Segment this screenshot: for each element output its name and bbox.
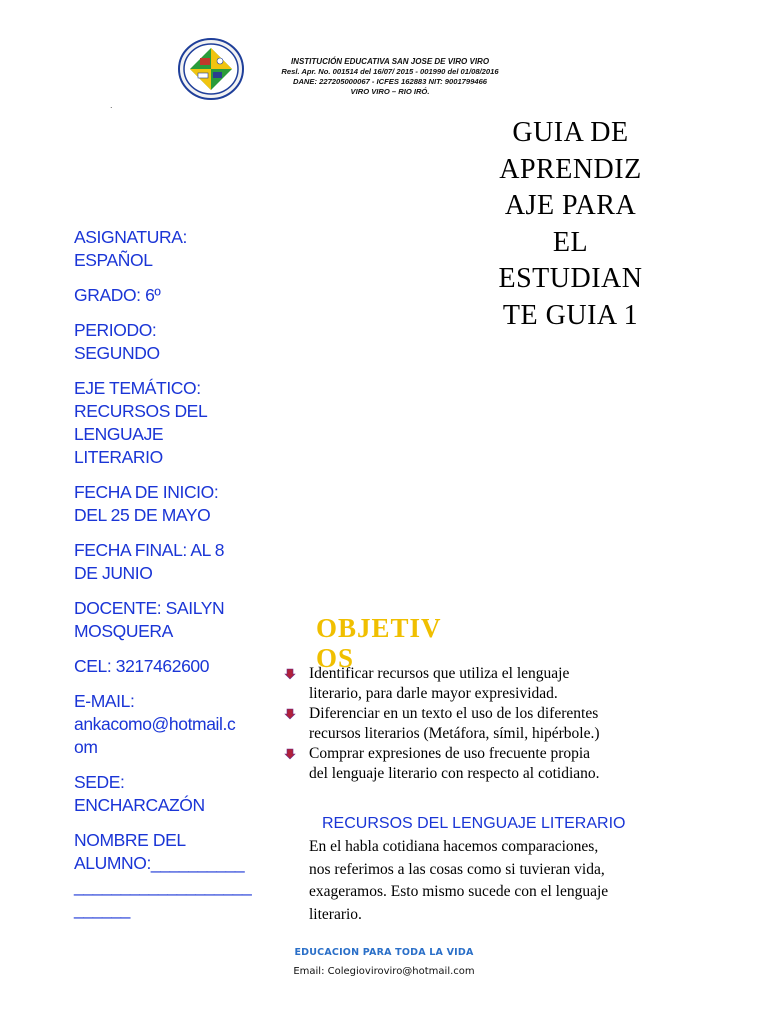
arrow-bullet-icon (284, 748, 296, 760)
field-line: NOMBRE DEL (74, 830, 186, 850)
field-line: GRADO: 6º (74, 285, 161, 305)
field-line: E-MAIL: (74, 691, 135, 711)
field-line: ALUMNO:__________ (74, 853, 245, 873)
field-line: ______ (74, 899, 130, 919)
institution-name: INSTITUCIÓN EDUCATIVA SAN JOSE DE VIRO VIRO (290, 57, 490, 66)
objective-line: del lenguaje literario con respecto al cotidiano. (309, 765, 600, 782)
field-line: PERIODO: (74, 320, 157, 340)
email-field (74, 690, 249, 759)
start-date-field (74, 481, 249, 527)
theme-field (74, 377, 249, 469)
school-seal-icon (178, 38, 244, 100)
intro-paragraph (309, 836, 658, 926)
field-line: ENCHARCAZÓN (74, 795, 205, 815)
guide-title-line: TE GUIA 1 (502, 299, 639, 331)
guide-title-line: AJE PARA (504, 190, 637, 221)
guide-title-line: GUIA DE (512, 117, 629, 148)
objectives-title-line: OBJETIV (316, 613, 442, 643)
paragraph-line: literario. (309, 905, 362, 923)
objective-line: recursos literarios (Metáfora, símil, hipérbole.) (309, 725, 600, 742)
objective-line: literario, para darle mayor expresividad. (309, 685, 558, 702)
paragraph-line: exageramos. Esto mismo sucede con el lenguaje (309, 883, 609, 900)
field-line: CEL: 3217462600 (74, 656, 210, 676)
list-item (284, 664, 660, 704)
field-line: LENGUAJE (74, 424, 164, 444)
field-line: DEL 25 DE MAYO (74, 505, 211, 525)
objectives-list (284, 664, 660, 784)
list-item (284, 704, 660, 744)
paragraph-line: En el habla cotidiana hacemos comparaciones, (309, 838, 599, 855)
section-heading: RECURSOS DEL LENGUAJE LITERARIO (322, 815, 626, 832)
arrow-bullet-icon (284, 668, 296, 680)
page-mark: . (110, 100, 113, 110)
field-line: SEGUNDO (74, 343, 160, 363)
field-line: DE JUNIO (74, 563, 153, 583)
end-date-field (74, 539, 249, 585)
arrow-bullet-icon (284, 708, 296, 720)
phone-field (74, 655, 249, 678)
subject-field (74, 226, 249, 272)
institution-header (255, 57, 525, 97)
objective-line: Identificar recursos que utiliza el lenguaje (309, 665, 570, 682)
field-line: ___________________ (74, 876, 252, 896)
guide-title (478, 115, 663, 334)
student-name-field (74, 829, 252, 921)
field-line: EJE TEMÁTICO: (74, 378, 201, 398)
course-info-sidebar (74, 226, 252, 933)
footer-motto: EDUCACION PARA TODA LA VIDA (294, 947, 474, 958)
institution-codes: DANE: 227205000067 - ICFES 162883 NIT: 9001799466 (292, 77, 488, 86)
guide-title-line: EL (552, 226, 589, 258)
guide-title-line: APRENDIZ (499, 153, 642, 185)
grade-field (74, 284, 249, 307)
campus-field (74, 771, 249, 817)
field-line: MOSQUERA (74, 621, 173, 641)
list-item (284, 744, 660, 784)
field-line: FECHA FINAL: AL 8 (74, 540, 225, 560)
field-line: ankacomo@hotmail.c (74, 714, 236, 734)
guide-title-line: ESTUDIAN (498, 263, 643, 294)
footer-email: Email: Colegioviroviro@hotmail.com (293, 966, 475, 977)
field-line: SEDE: (74, 772, 125, 792)
field-line: LITERARIO (74, 447, 163, 467)
field-line: ASIGNATURA: (74, 227, 187, 247)
institution-location: VIRO VIRO – RIO IRÓ. (350, 87, 430, 96)
institution-resolution: Resl. Apr. No. 001514 del 16/07/ 2015 - 001990 del 01/08/2016 (281, 67, 499, 76)
field-line: RECURSOS DEL (74, 401, 208, 421)
paragraph-line: nos referimos a las cosas como si tuvieran vida, (309, 860, 605, 878)
field-line: FECHA DE INICIO: (74, 482, 219, 502)
objective-line: Diferenciar en un texto el uso de los diferentes (309, 705, 599, 722)
teacher-field (74, 597, 249, 643)
field-line: DOCENTE: SAILYN (74, 598, 225, 618)
field-line: ESPAÑOL (74, 250, 153, 270)
period-field (74, 319, 249, 365)
field-line: om (74, 737, 98, 757)
objectives-title-line: OS (316, 643, 355, 673)
objective-line: Comprar expresiones de uso frecuente propia (309, 745, 591, 762)
